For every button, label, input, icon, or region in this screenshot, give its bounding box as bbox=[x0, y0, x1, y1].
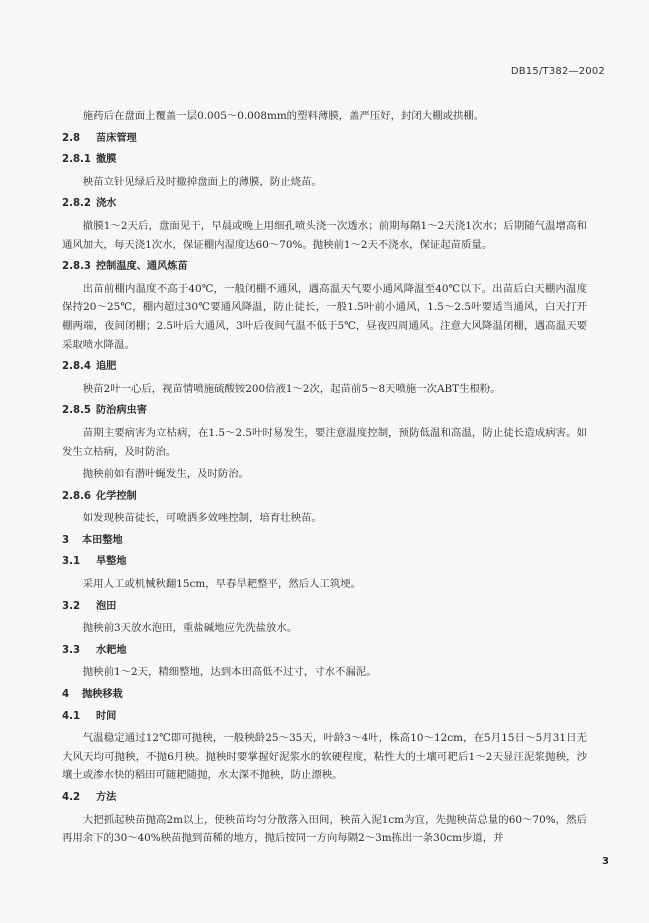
heading-number: 2.8.2 bbox=[62, 198, 92, 210]
heading-title: 抛秧移栽 bbox=[82, 689, 123, 701]
page-number: 3 bbox=[602, 856, 609, 867]
paragraph: 大把抓起秧苗抛高2m以上，使秧苗均匀分散落入田间，秧苗入泥1cm为宜，先抛秧苗总量的60～70%，然后再用余下的30～40%秧苗抛到苗稀的地方，抛后按同一方向每隔2～3m拣出一条30cm步道，并 bbox=[62, 813, 587, 845]
heading-number: 2.8.3 bbox=[62, 261, 92, 273]
page-content bbox=[62, 104, 587, 852]
paragraph: 抛秧前3天放水泡田，重盐碱地应先洗盐放水。 bbox=[82, 622, 298, 635]
heading-3-2 bbox=[62, 598, 587, 617]
heading-number: 2.8 bbox=[62, 132, 81, 144]
paragraph: 气温稳定通过12℃即可抛秧，一般秧龄25～35天，叶龄3～4叶，株高10～12cm，在5月15日～5月31日无大风天均可抛秧，不抛6月秧。抛秧时要掌握好泥浆水的软硬程度，粘性大的土壤可耙后1～2天显汪泥浆抛秧，沙壤土或渗水快的稻田可随耙随抛，水太深不抛秧，防止漂秧。 bbox=[62, 732, 587, 782]
heading-number: 3 bbox=[62, 534, 70, 546]
heading-number: 4 bbox=[62, 689, 70, 701]
heading-3-1 bbox=[62, 553, 587, 572]
heading-2-8-4 bbox=[62, 358, 587, 377]
heading-number: 4.1 bbox=[62, 710, 81, 722]
heading-number: 4.2 bbox=[62, 792, 81, 803]
document-code: DB15/T382—2002 bbox=[510, 66, 605, 77]
heading-number: 2.8.6 bbox=[62, 490, 92, 502]
heading-4-2 bbox=[62, 789, 587, 808]
heading-title: 浇水 bbox=[96, 198, 117, 210]
heading-2-8-3 bbox=[62, 258, 587, 277]
paragraph: 苗期主要病害为立枯病，在1.5～2.5叶时易发生，要注意温度控制，预防低温和高温，防止徒长造成病害。如发生立枯病，及时防治。 bbox=[62, 426, 587, 458]
paragraph: 出苗前棚内温度不高于40℃，一般闭棚不通风，遇高温天气要小通风降温至40℃以下。出苗后白天棚内温度保持20～25℃，棚内超过30℃要通风降温，防止徒长，一般1.5叶前小通风，1.5～2.5叶要适当通风，白天打开棚两端，夜间闭棚；2.5叶后大通风，3叶后夜间气温不低于5℃，昼夜四周通风。注意大风降温闭棚，遇高温天要采取喷水降温。 bbox=[62, 282, 587, 351]
paragraph: 采用人工或机械秋翻15cm，早春旱耙整平，然后人工筑埂。 bbox=[82, 578, 362, 591]
heading-4 bbox=[62, 686, 587, 705]
heading-number: 3.1 bbox=[62, 556, 81, 568]
paragraph: 撤膜1～2天后，盘面见干，早晨或晚上用细孔喷头浇一次透水；前期每隔1～2天浇1次水；后期随气温增高和通风加大，每天浇1次水，保证棚内湿度达60～70%。抛秧前1～2天不浇水，保证起苗质量。 bbox=[62, 219, 587, 251]
heading-title: 化学控制 bbox=[96, 490, 137, 502]
heading-title: 方法 bbox=[96, 792, 117, 803]
heading-2-8-1 bbox=[62, 151, 587, 170]
paragraph-intro: 施药后在盘面上覆盖一层0.005～0.008mm的塑料薄膜，盖严压好，封闭大棚或拱棚。 bbox=[82, 110, 485, 122]
heading-2-8-2 bbox=[62, 195, 587, 214]
heading-number: 2.8.4 bbox=[62, 361, 92, 373]
paragraph: 抛秧前如有潜叶蝇发生，及时防治。 bbox=[82, 468, 250, 481]
heading-number: 2.8.1 bbox=[62, 154, 92, 166]
heading-number: 2.8.5 bbox=[62, 405, 92, 417]
paragraph: 秧苗2叶一心后，视苗情喷施硫酸铵200倍液1～2次，起苗前5～8天喷施一次ABT生根粉。 bbox=[82, 382, 501, 395]
heading-2-8-6 bbox=[62, 488, 587, 507]
heading-2-8-5 bbox=[62, 402, 587, 421]
heading-number: 3.3 bbox=[62, 644, 81, 656]
paragraph: 如发现秧苗徒长，可喷洒多效唑控制，培育壮秧苗。 bbox=[82, 512, 322, 525]
heading-4-1 bbox=[62, 708, 587, 727]
heading-title: 时间 bbox=[96, 710, 117, 722]
heading-title: 控制温度、通风炼苗 bbox=[96, 261, 188, 273]
heading-2-8 bbox=[62, 130, 587, 149]
heading-title: 泡田 bbox=[96, 600, 117, 612]
heading-number: 3.2 bbox=[62, 600, 81, 612]
heading-title: 防治病虫害 bbox=[96, 405, 147, 417]
heading-title: 水耙地 bbox=[96, 644, 127, 656]
heading-3-3 bbox=[62, 642, 587, 661]
paragraph: 抛秧前1～2天，精细整地，达到本田高低不过寸，寸水不漏泥。 bbox=[82, 666, 377, 679]
heading-title: 旱整地 bbox=[96, 556, 127, 568]
paragraph: 秧苗立针见绿后及时撤掉盘面上的薄膜，防止烧苗。 bbox=[82, 175, 322, 188]
heading-3 bbox=[62, 532, 587, 551]
heading-title: 撤膜 bbox=[96, 154, 117, 166]
heading-title: 本田整地 bbox=[82, 534, 123, 546]
heading-title: 追肥 bbox=[96, 361, 117, 373]
heading-title: 苗床管理 bbox=[96, 132, 137, 144]
